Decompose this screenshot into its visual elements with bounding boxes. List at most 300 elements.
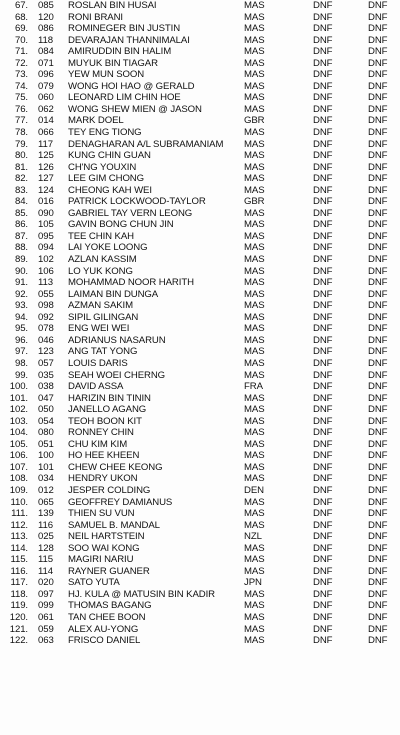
status-cell: DNF: [368, 161, 388, 173]
bib-number-cell: 050: [38, 404, 54, 416]
status-cell: DNF: [368, 438, 388, 450]
status-cell: DNF: [313, 92, 333, 104]
nationality-cell: MAS: [244, 57, 265, 69]
bib-number-cell: 139: [38, 508, 54, 520]
rider-name-cell: JESPER COLDING: [68, 484, 151, 496]
position-cell: 115.: [10, 554, 28, 566]
bib-number-cell: 057: [38, 357, 54, 369]
status-cell: DNF: [368, 392, 388, 404]
position-cell: 121.: [9, 623, 28, 635]
status-cell: DNF: [313, 450, 333, 462]
rider-name-cell: RONNEY CHIN: [68, 427, 134, 439]
table-row: [0, 104, 400, 116]
table-row: [0, 300, 400, 312]
status-cell: DNF: [368, 484, 388, 496]
status-cell: DNF: [368, 92, 388, 104]
status-cell: DNF: [368, 461, 388, 473]
status-cell: DNF: [313, 173, 333, 185]
table-row: [0, 162, 400, 174]
position-cell: 100.: [9, 381, 28, 393]
rider-name-cell: LEE GIM CHONG: [68, 173, 144, 185]
position-cell: 69.: [14, 23, 28, 35]
status-cell: DNF: [368, 334, 388, 346]
status-cell: DNF: [368, 254, 388, 266]
table-row: [0, 289, 400, 301]
nationality-cell: MAS: [244, 346, 265, 358]
status-cell: DNF: [368, 150, 388, 162]
status-cell: DNF: [313, 161, 333, 173]
status-cell: DNF: [313, 80, 333, 92]
nationality-cell: MAS: [244, 11, 265, 23]
status-cell: DNF: [313, 323, 333, 335]
rider-name-cell: ROSLAN BIN HUSAI: [68, 0, 157, 11]
position-cell: 102.: [9, 404, 28, 416]
table-row: [0, 589, 400, 601]
status-cell: DNF: [368, 219, 388, 231]
rider-name-cell: LAIMAN BIN DUNGA: [68, 288, 159, 300]
rider-name-cell: CHU KIM KIM: [68, 438, 128, 450]
rider-name-cell: GAVIN BONG CHUN JIN: [68, 219, 174, 231]
position-cell: 116.: [10, 565, 28, 577]
bib-number-cell: 066: [38, 127, 54, 139]
table-row: [0, 346, 400, 358]
status-cell: DNF: [313, 334, 333, 346]
bib-number-cell: 046: [38, 334, 54, 346]
nationality-cell: MAS: [244, 404, 265, 416]
rider-name-cell: HJ. KULA @ MATUSIN BIN KADIR: [68, 588, 215, 600]
status-cell: DNF: [368, 115, 388, 127]
rider-name-cell: LAI YOKE LOONG: [68, 242, 148, 254]
status-cell: DNF: [313, 438, 333, 450]
table-row: [0, 254, 400, 266]
nationality-cell: MAS: [244, 0, 265, 11]
bib-number-cell: 085: [38, 0, 54, 11]
rider-name-cell: SAMUEL B. MANDAL: [68, 519, 160, 531]
position-cell: 101.: [9, 392, 28, 404]
status-cell: DNF: [368, 242, 388, 254]
position-cell: 106.: [9, 450, 28, 462]
rider-name-cell: ENG WEI WEI: [68, 323, 130, 335]
nationality-cell: MAS: [244, 415, 265, 427]
position-cell: 94.: [14, 311, 28, 323]
position-cell: 80.: [14, 150, 28, 162]
status-cell: DNF: [313, 103, 333, 115]
bib-number-cell: 092: [38, 311, 54, 323]
position-cell: 89.: [14, 254, 28, 266]
status-cell: DNF: [313, 346, 333, 358]
nationality-cell: MAS: [244, 542, 265, 554]
rider-name-cell: ANG TAT YONG: [68, 346, 138, 358]
status-cell: DNF: [368, 357, 388, 369]
table-row: [0, 370, 400, 382]
position-cell: 76.: [14, 103, 28, 115]
nationality-cell: MAS: [244, 600, 265, 612]
bib-number-cell: 065: [38, 496, 54, 508]
status-cell: DNF: [313, 392, 333, 404]
table-row: [0, 566, 400, 578]
status-cell: DNF: [368, 542, 388, 554]
bib-number-cell: 100: [38, 450, 54, 462]
status-cell: DNF: [313, 288, 333, 300]
nationality-cell: MAS: [244, 334, 265, 346]
table-row: [0, 46, 400, 58]
status-cell: DNF: [313, 381, 333, 393]
status-cell: DNF: [313, 34, 333, 46]
bib-number-cell: 097: [38, 588, 54, 600]
rider-name-cell: LO YUK KONG: [68, 265, 133, 277]
nationality-cell: MAS: [244, 473, 265, 485]
nationality-cell: MAS: [244, 277, 265, 289]
table-row: [0, 531, 400, 543]
nationality-cell: MAS: [244, 496, 265, 508]
status-cell: DNF: [313, 265, 333, 277]
position-cell: 112.: [10, 519, 28, 531]
status-cell: DNF: [313, 115, 333, 127]
table-row: [0, 208, 400, 220]
bib-number-cell: 094: [38, 242, 54, 254]
bib-number-cell: 128: [38, 542, 54, 554]
bib-number-cell: 095: [38, 230, 54, 242]
rider-name-cell: DENAGHARAN A/L SUBRAMANIAM: [68, 138, 224, 150]
nationality-cell: MAS: [244, 173, 265, 185]
status-cell: DNF: [368, 554, 388, 566]
rider-name-cell: LEONARD LIM CHIN HOE: [68, 92, 181, 104]
table-row: [0, 358, 400, 370]
status-cell: DNF: [313, 427, 333, 439]
table-row: [0, 416, 400, 428]
nationality-cell: MAS: [244, 450, 265, 462]
position-cell: 104.: [9, 427, 28, 439]
nationality-cell: MAS: [244, 69, 265, 81]
bib-number-cell: 062: [38, 103, 54, 115]
table-row: [0, 427, 400, 439]
nationality-cell: MAS: [244, 461, 265, 473]
bib-number-cell: 090: [38, 207, 54, 219]
position-cell: 114.: [10, 542, 28, 554]
status-cell: DNF: [313, 242, 333, 254]
bib-number-cell: 078: [38, 323, 54, 335]
nationality-cell: MAS: [244, 265, 265, 277]
nationality-cell: MAS: [244, 623, 265, 635]
bib-number-cell: 038: [38, 381, 54, 393]
status-cell: DNF: [313, 565, 333, 577]
status-cell: DNF: [368, 173, 388, 185]
position-cell: 73.: [14, 69, 28, 81]
status-cell: DNF: [313, 369, 333, 381]
table-row: [0, 266, 400, 278]
nationality-cell: MAS: [244, 150, 265, 162]
rider-name-cell: WONG HOI HAO @ GERALD: [68, 80, 195, 92]
table-row: [0, 520, 400, 532]
position-cell: 86.: [14, 219, 28, 231]
bib-number-cell: 054: [38, 415, 54, 427]
status-cell: DNF: [368, 277, 388, 289]
table-row: [0, 242, 400, 254]
table-row: [0, 335, 400, 347]
nationality-cell: MAS: [244, 519, 265, 531]
rider-name-cell: RONI BRANI: [68, 11, 123, 23]
table-row: [0, 543, 400, 555]
position-cell: 98.: [14, 357, 28, 369]
bib-number-cell: 084: [38, 46, 54, 58]
position-cell: 75.: [14, 92, 28, 104]
status-cell: DNF: [368, 635, 388, 647]
status-cell: DNF: [313, 57, 333, 69]
table-row: [0, 69, 400, 81]
status-cell: DNF: [313, 542, 333, 554]
table-row: [0, 312, 400, 324]
bib-number-cell: 098: [38, 300, 54, 312]
nationality-cell: MAS: [244, 392, 265, 404]
bib-number-cell: 016: [38, 196, 54, 208]
status-cell: DNF: [368, 300, 388, 312]
rider-name-cell: KUNG CHIN GUAN: [68, 150, 151, 162]
rider-name-cell: HO HEE KHEEN: [68, 450, 140, 462]
rider-name-cell: JANELLO AGANG: [68, 404, 147, 416]
position-cell: 103.: [9, 415, 28, 427]
bib-number-cell: 127: [38, 173, 54, 185]
nationality-cell: MAS: [244, 508, 265, 520]
bib-number-cell: 034: [38, 473, 54, 485]
rider-name-cell: CHEW CHEE KEONG: [68, 461, 163, 473]
table-row: [0, 450, 400, 462]
table-row: [0, 231, 400, 243]
table-row: [0, 554, 400, 566]
rider-name-cell: YEW MUN SOON: [68, 69, 145, 81]
position-cell: 83.: [14, 184, 28, 196]
status-cell: DNF: [368, 288, 388, 300]
nationality-cell: MAS: [244, 611, 265, 623]
nationality-cell: MAS: [244, 288, 265, 300]
status-cell: DNF: [313, 357, 333, 369]
position-cell: 108.: [9, 473, 28, 485]
rider-name-cell: THOMAS BAGANG: [68, 600, 152, 612]
nationality-cell: MAS: [244, 230, 265, 242]
bib-number-cell: 014: [38, 115, 54, 127]
status-cell: DNF: [313, 127, 333, 139]
rider-name-cell: GABRIEL TAY VERN LEONG: [68, 207, 193, 219]
table-row: [0, 185, 400, 197]
position-cell: 107.: [9, 461, 28, 473]
rider-name-cell: CHEONG KAH WEI: [68, 184, 152, 196]
status-cell: DNF: [368, 69, 388, 81]
status-cell: DNF: [368, 311, 388, 323]
status-cell: DNF: [313, 196, 333, 208]
nationality-cell: MAS: [244, 254, 265, 266]
rider-name-cell: LOUIS DARIS: [68, 357, 128, 369]
table-row: [0, 612, 400, 624]
status-cell: DNF: [368, 323, 388, 335]
status-cell: DNF: [368, 46, 388, 58]
position-cell: 84.: [14, 196, 28, 208]
bib-number-cell: 035: [38, 369, 54, 381]
status-cell: DNF: [368, 496, 388, 508]
position-cell: 82.: [14, 173, 28, 185]
bib-number-cell: 020: [38, 577, 54, 589]
position-cell: 85.: [14, 207, 28, 219]
nationality-cell: GBR: [244, 115, 265, 127]
rider-name-cell: CH'NG YOUXIN: [68, 161, 137, 173]
position-cell: 79.: [14, 138, 28, 150]
table-row: [0, 92, 400, 104]
status-cell: DNF: [313, 300, 333, 312]
status-cell: DNF: [368, 23, 388, 35]
rider-name-cell: SOO WAI KONG: [68, 542, 140, 554]
rider-name-cell: WONG SHEW MIEN @ JASON: [68, 103, 202, 115]
nationality-cell: MAS: [244, 635, 265, 647]
rider-name-cell: FRISCO DANIEL: [68, 635, 141, 647]
rider-name-cell: MUYUK BIN TIAGAR: [68, 57, 158, 69]
bib-number-cell: 080: [38, 427, 54, 439]
rider-name-cell: TEE CHIN KAH: [68, 230, 134, 242]
table-row: [0, 404, 400, 416]
status-cell: DNF: [368, 577, 388, 589]
table-row: [0, 600, 400, 612]
rider-name-cell: MARK DOEL: [68, 115, 124, 127]
status-cell: DNF: [313, 254, 333, 266]
status-cell: DNF: [313, 23, 333, 35]
position-cell: 70.: [14, 34, 28, 46]
table-row: [0, 196, 400, 208]
table-row: [0, 624, 400, 636]
bib-number-cell: 059: [38, 623, 54, 635]
bib-number-cell: 071: [38, 57, 54, 69]
position-cell: 67.: [14, 0, 28, 11]
position-cell: 72.: [14, 57, 28, 69]
position-cell: 105.: [9, 438, 28, 450]
status-cell: DNF: [368, 184, 388, 196]
table-row: [0, 219, 400, 231]
status-cell: DNF: [313, 496, 333, 508]
status-cell: DNF: [313, 623, 333, 635]
position-cell: 92.: [14, 288, 28, 300]
nationality-cell: MAS: [244, 103, 265, 115]
table-row: [0, 35, 400, 47]
table-row: [0, 277, 400, 289]
status-cell: DNF: [313, 230, 333, 242]
position-cell: 110.: [10, 496, 28, 508]
bib-number-cell: 012: [38, 484, 54, 496]
status-cell: DNF: [368, 611, 388, 623]
nationality-cell: MAS: [244, 242, 265, 254]
rider-name-cell: TEY ENG TIONG: [68, 127, 142, 139]
status-cell: DNF: [313, 588, 333, 600]
position-cell: 99.: [14, 369, 28, 381]
status-cell: DNF: [313, 600, 333, 612]
status-cell: DNF: [368, 427, 388, 439]
table-row: [0, 497, 400, 509]
rider-name-cell: SIPIL GILINGAN: [68, 311, 139, 323]
nationality-cell: MAS: [244, 138, 265, 150]
nationality-cell: MAS: [244, 46, 265, 58]
nationality-cell: MAS: [244, 357, 265, 369]
bib-number-cell: 096: [38, 69, 54, 81]
bib-number-cell: 118: [38, 34, 53, 46]
status-cell: DNF: [313, 519, 333, 531]
position-cell: 87.: [14, 230, 28, 242]
table-row: [0, 139, 400, 151]
status-cell: DNF: [368, 369, 388, 381]
position-cell: 88.: [14, 242, 28, 254]
status-cell: DNF: [313, 311, 333, 323]
nationality-cell: FRA: [244, 381, 263, 393]
status-cell: DNF: [368, 57, 388, 69]
bib-number-cell: 099: [38, 600, 54, 612]
nationality-cell: MAS: [244, 588, 265, 600]
status-cell: DNF: [368, 531, 388, 543]
table-row: [0, 0, 400, 12]
status-cell: DNF: [313, 611, 333, 623]
status-cell: DNF: [313, 404, 333, 416]
rider-name-cell: SEAH WOEI CHERNG: [68, 369, 166, 381]
bib-number-cell: 051: [38, 438, 54, 450]
rider-name-cell: HARIZIN BIN TININ: [68, 392, 151, 404]
position-cell: 74.: [14, 80, 28, 92]
nationality-cell: NZL: [244, 531, 262, 543]
status-cell: DNF: [368, 415, 388, 427]
bib-number-cell: 063: [38, 635, 54, 647]
position-cell: 77.: [14, 115, 28, 127]
bib-number-cell: 061: [38, 611, 54, 623]
bib-number-cell: 106: [38, 265, 54, 277]
bib-number-cell: 105: [38, 219, 54, 231]
position-cell: 68.: [14, 11, 28, 23]
nationality-cell: MAS: [244, 207, 265, 219]
status-cell: DNF: [368, 80, 388, 92]
table-row: [0, 127, 400, 139]
nationality-cell: MAS: [244, 219, 265, 231]
status-cell: DNF: [368, 265, 388, 277]
table-row: [0, 473, 400, 485]
nationality-cell: GBR: [244, 196, 265, 208]
position-cell: 118.: [10, 588, 28, 600]
bib-number-cell: 115: [38, 554, 53, 566]
rider-name-cell: PATRICK LOCKWOOD-TAYLOR: [68, 196, 206, 208]
status-cell: DNF: [313, 577, 333, 589]
status-cell: DNF: [368, 127, 388, 139]
bib-number-cell: 126: [38, 161, 54, 173]
rider-name-cell: DAVID ASSA: [68, 381, 124, 393]
rider-name-cell: GEOFFREY DAMIANUS: [68, 496, 173, 508]
position-cell: 109.: [9, 484, 28, 496]
nationality-cell: MAS: [244, 438, 265, 450]
status-cell: DNF: [313, 219, 333, 231]
position-cell: 90.: [14, 265, 28, 277]
position-cell: 119.: [10, 600, 28, 612]
status-cell: DNF: [313, 184, 333, 196]
rider-name-cell: AZMAN SAKIM: [68, 300, 133, 312]
status-cell: DNF: [368, 0, 388, 11]
rider-name-cell: ALEX AU-YONG: [68, 623, 139, 635]
bib-number-cell: 124: [38, 184, 54, 196]
table-row: [0, 439, 400, 451]
table-row: [0, 323, 400, 335]
bib-number-cell: 113: [38, 277, 53, 289]
status-cell: DNF: [368, 473, 388, 485]
rider-name-cell: HENDRY UKON: [68, 473, 138, 485]
status-cell: DNF: [313, 461, 333, 473]
bib-number-cell: 125: [38, 150, 54, 162]
nationality-cell: MAS: [244, 184, 265, 196]
status-cell: DNF: [368, 450, 388, 462]
table-row: [0, 173, 400, 185]
status-cell: DNF: [313, 150, 333, 162]
nationality-cell: MAS: [244, 92, 265, 104]
status-cell: DNF: [313, 415, 333, 427]
position-cell: 71.: [14, 46, 28, 58]
nationality-cell: DEN: [244, 484, 264, 496]
rider-name-cell: RAYNER GUANER: [68, 565, 150, 577]
